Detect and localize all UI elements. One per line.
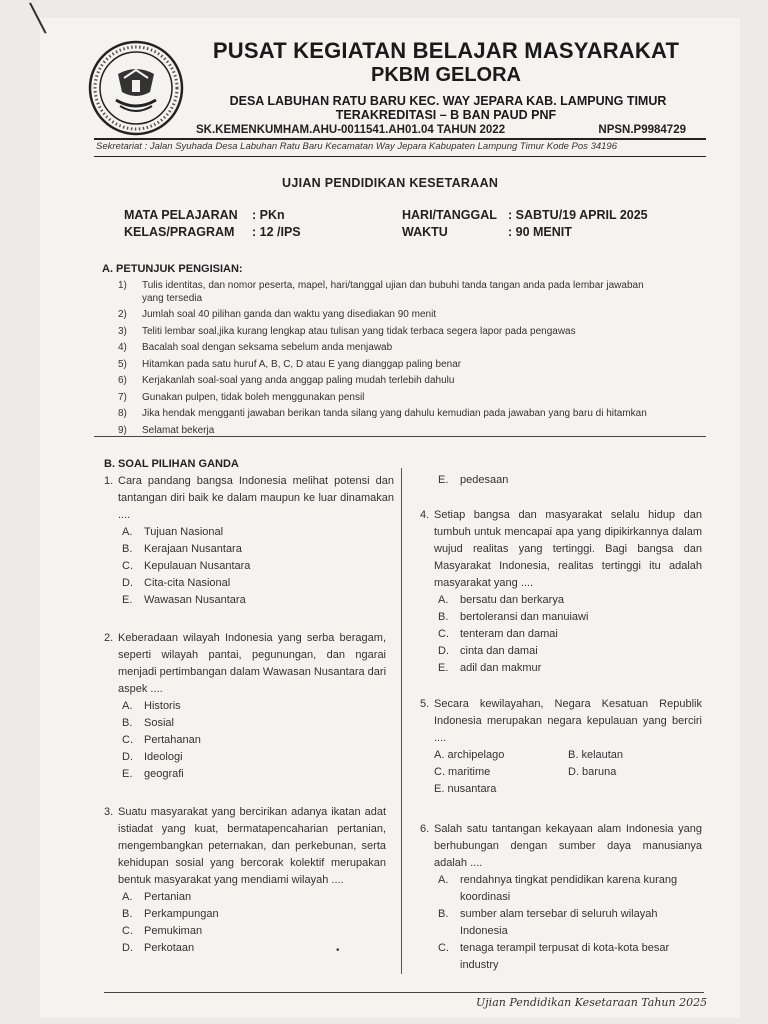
time-value: : 90 MENIT [508,225,572,239]
instructions-heading: A. PETUNJUK PENGISIAN: [102,263,243,275]
question-6: 6. Salah satu tantangan kekayaan alam Indonesia yang berhubungan dengan sumber daya manusianya adalah .... A. rendahnya tingkat pendidikan karena kurang koordinasi B. sumber alam tersebar di seluruh wilayah Indonesia C. tenaga terampil terpusat di kota-kota besar industry [420,821,702,974]
option-b[interactable]: B. Perkampungan [122,908,219,920]
question-1: 1. Cara pandang bangsa Indonesia melihat potensi dan tantangan diri baik ke dalam maupun ke luar dinamakan .... A. Tujuan Nasional B. Kerajaan Nusantara C. Kepulauan Nusantara D. Cita-cita Nasional E. Wawasan Nusantara [104,473,394,609]
header-rule [94,138,706,140]
institution-title: PUSAT KEGIATAN BELAJAR MASYARAKAT [212,38,680,63]
option-e[interactable]: E. adil dan makmur [438,662,542,674]
list-item: 3) Teliti lembar soal,jika kurang lengkap atau tulisan yang tidak terbaca segera lapor pada pengawas [118,325,576,337]
page-footer: Ujian Pendidikan Kesetaraan Tahun 2025 [476,996,708,1009]
option-b[interactable]: B. Sosial [122,717,174,729]
option-b[interactable]: B. Kerajaan Nusantara [122,543,242,555]
question-stem: Setiap bangsa dan masyarakat selalu hidup dan tumbuh untuk mencapai apa yang dipikirkannya dalam wujud realitas yang tertinggi. Bagi bangsa dan Masyarakat Indonesia, realitas tertinggi itu adalah masyarakat yang .... [434,509,702,589]
option-c[interactable]: C. tenteram dan damai [438,628,558,640]
option-c[interactable]: C. Kepulauan Nusantara [122,560,251,572]
option-a[interactable]: A. rendahnya tingkat pendidikan karena kurang koordinasi [438,874,678,903]
institution-address: DESA LABUHAN RATU BARU KEC. WAY JEPARA KAB. LAMPUNG TIMUR [229,94,667,108]
institution-name: PKBM GELORA [371,64,521,86]
option-b[interactable]: B. sumber alam tersebar di seluruh wilayah Indonesia [438,908,658,937]
option-c[interactable]: C. Pertahanan [122,734,201,746]
option-c[interactable]: C. maritime [434,766,491,778]
accreditation: TERAKREDITASI – B BAN PAUD PNF [335,108,557,122]
class-value: : 12 /IPS [252,225,301,239]
option-a[interactable]: A. Tujuan Nasional [122,526,224,538]
list-item: 6) Kerjakanlah soal-soal yang anda anggap paling mudah terlebih dahulu [118,375,455,386]
option-e[interactable]: E. pedesaan [438,474,509,486]
subject-value: : PKn [252,208,285,222]
list-item: 2) Jumlah soal 40 pilihan ganda dan waktu yang disediakan 90 menit [118,309,437,320]
column-divider [401,468,402,974]
instructions-list [118,278,704,439]
speck: • [336,945,340,956]
option-b[interactable]: B. kelautan [568,749,624,761]
exam-title: UJIAN PENDIDIKAN KESETARAAN [282,176,499,190]
sk-number: SK.KEMENKUMHAM.AHU-0011541.AH01.04 TAHUN 2022 [196,124,506,136]
question-4: 4. Setiap bangsa dan masyarakat selalu hidup dan tumbuh untuk mencapai apa yang dipikirkannya dalam wujud realitas yang tertinggi. Bagi bangsa dan Masyarakat Indonesia, realitas tertinggi itu adalah masyarakat yang .... A. bersatu dan berkarya B. bertoleransi dan manuiawi C. tenteram dan damai D. cinta dan damai E. adil dan makmur [420,507,702,677]
date-label: HARI/TANGGAL [402,208,497,222]
option-c[interactable]: C. tenaga terampil terpusat di kota-kota besar industry [438,942,670,971]
option-e[interactable]: E. nusantara [434,783,497,795]
list-item: yang tersedia [142,292,203,304]
option-e[interactable]: E. geografi [122,768,184,780]
list-item: 8) Jika hendak mengganti jawaban berikan tanda silang yang dahulu kemudian pada jawaban yang baru di hitamkan [118,408,647,419]
option-d[interactable]: D. Cita-cita Nasional [122,577,231,589]
option-c[interactable]: C. Pemukiman [122,925,203,937]
option-e[interactable]: E. Wawasan Nusantara [122,594,246,606]
secretariat-address: Sekretariat : Jalan Syuhada Desa Labuhan Ratu Baru Kecamatan Way Jepara Kabupaten Lampung Timur Kode Pos 34196 [96,141,617,152]
section-b-heading: B. SOAL PILIHAN GANDA [104,458,239,470]
subject-label: MATA PELAJARAN [124,208,238,222]
question-3-continued [420,472,700,489]
question-stem: Suatu masyarakat yang bercirikan adanya ikatan adat istiadat yang kuat, bermatapencaharian pertanian, mengembangkan peternakan, dan perkebunan, serta kehidupan sosial yang bercorak kolektif merupakan bentuk masyarakat yang mendiami wilayah .... [118,806,386,886]
npsn-number: NPSN.P9984729 [598,124,686,136]
registration-line [196,124,696,136]
class-label: KELAS/PRAGRAM [124,225,235,239]
question-stem: Cara pandang bangsa Indonesia melihat potensi dan tantangan diri baik ke dalam maupun ke luar dinamakan .... [118,475,394,521]
footer-rule [104,992,704,993]
list-item: 5) Hitamkan pada satu huruf A, B, C, D atau E yang dianggap paling benar [118,358,462,370]
question-stem: Secara kewilayahan, Negara Kesatuan Republik Indonesia merupakan negara kepulauan yang berciri .... [434,698,702,744]
option-d[interactable]: D. cinta dan damai [438,645,538,657]
option-a[interactable]: A. Historis [122,700,181,712]
time-label: WAKTU [402,225,448,239]
question-stem: Keberadaan wilayah Indonesia yang serba beragam, seperti wilayah pantai, pegunungan, dan ngarai menjadi pertimbangan dalam Wawasan Nusantara dari aspek .... [118,632,387,695]
option-b[interactable]: B. bertoleransi dan manuiawi [438,611,589,623]
option-d[interactable]: D. Perkotaan [122,942,195,954]
section-divider [94,436,706,437]
option-a[interactable]: A. archipelago [434,749,505,761]
option-d[interactable]: D. baruna [568,766,617,778]
option-d[interactable]: D. Ideologi [122,751,183,763]
school-emblem-icon [88,40,184,136]
question-5: 5. Secara kewilayahan, Negara Kesatuan Republik Indonesia merupakan negara kepulauan yang berciri .... A. archipelago B. kelautan C. maritime D. baruna E. nusantara [420,696,702,798]
question-stem: Salah satu tantangan kekayaan alam Indonesia yang berhubungan dengan sumber daya manusianya adalah .... [434,823,702,869]
question-3: 3. Suatu masyarakat yang bercirikan adanya ikatan adat istiadat yang kuat, bermatapencaharian pertanian, mengembangkan peternakan, dan perkebunan, serta kehidupan sosial yang bercorak kolektif merupakan bentuk masyarakat yang mendiami wilayah .... A. Pertanian B. Perkampungan C. Pemukiman D. Perkotaan [104,804,386,957]
list-item: 4) Bacalah soal dengan seksama sebelum anda menjawab [118,342,393,353]
corner-mark-icon: ╲ [30,4,46,34]
question-2: 2. Keberadaan wilayah Indonesia yang serba beragam, seperti wilayah pantai, pegunungan, dan ngarai menjadi pertimbangan dalam Wawasan Nusantara dari aspek .... A. Historis B. Sosial C. Pertahanan D. Ideologi E. geografi [104,630,386,783]
date-value: : SABTU/19 APRIL 2025 [508,208,648,222]
list-item: 1) Tulis identitas, dan nomor peserta, mapel, hari/tanggal ujian dan bubuhi tanda tangan anda pada lembar jawaban [118,280,644,291]
list-item: 7) Gunakan pulpen, tidak boleh menggunakan pensil [118,391,365,403]
option-a[interactable]: A. Pertanian [122,891,192,903]
header-rule-thin [94,156,706,157]
option-a[interactable]: A. bersatu dan berkarya [438,594,564,606]
list-item: 9) Selamat bekerja [118,424,215,436]
